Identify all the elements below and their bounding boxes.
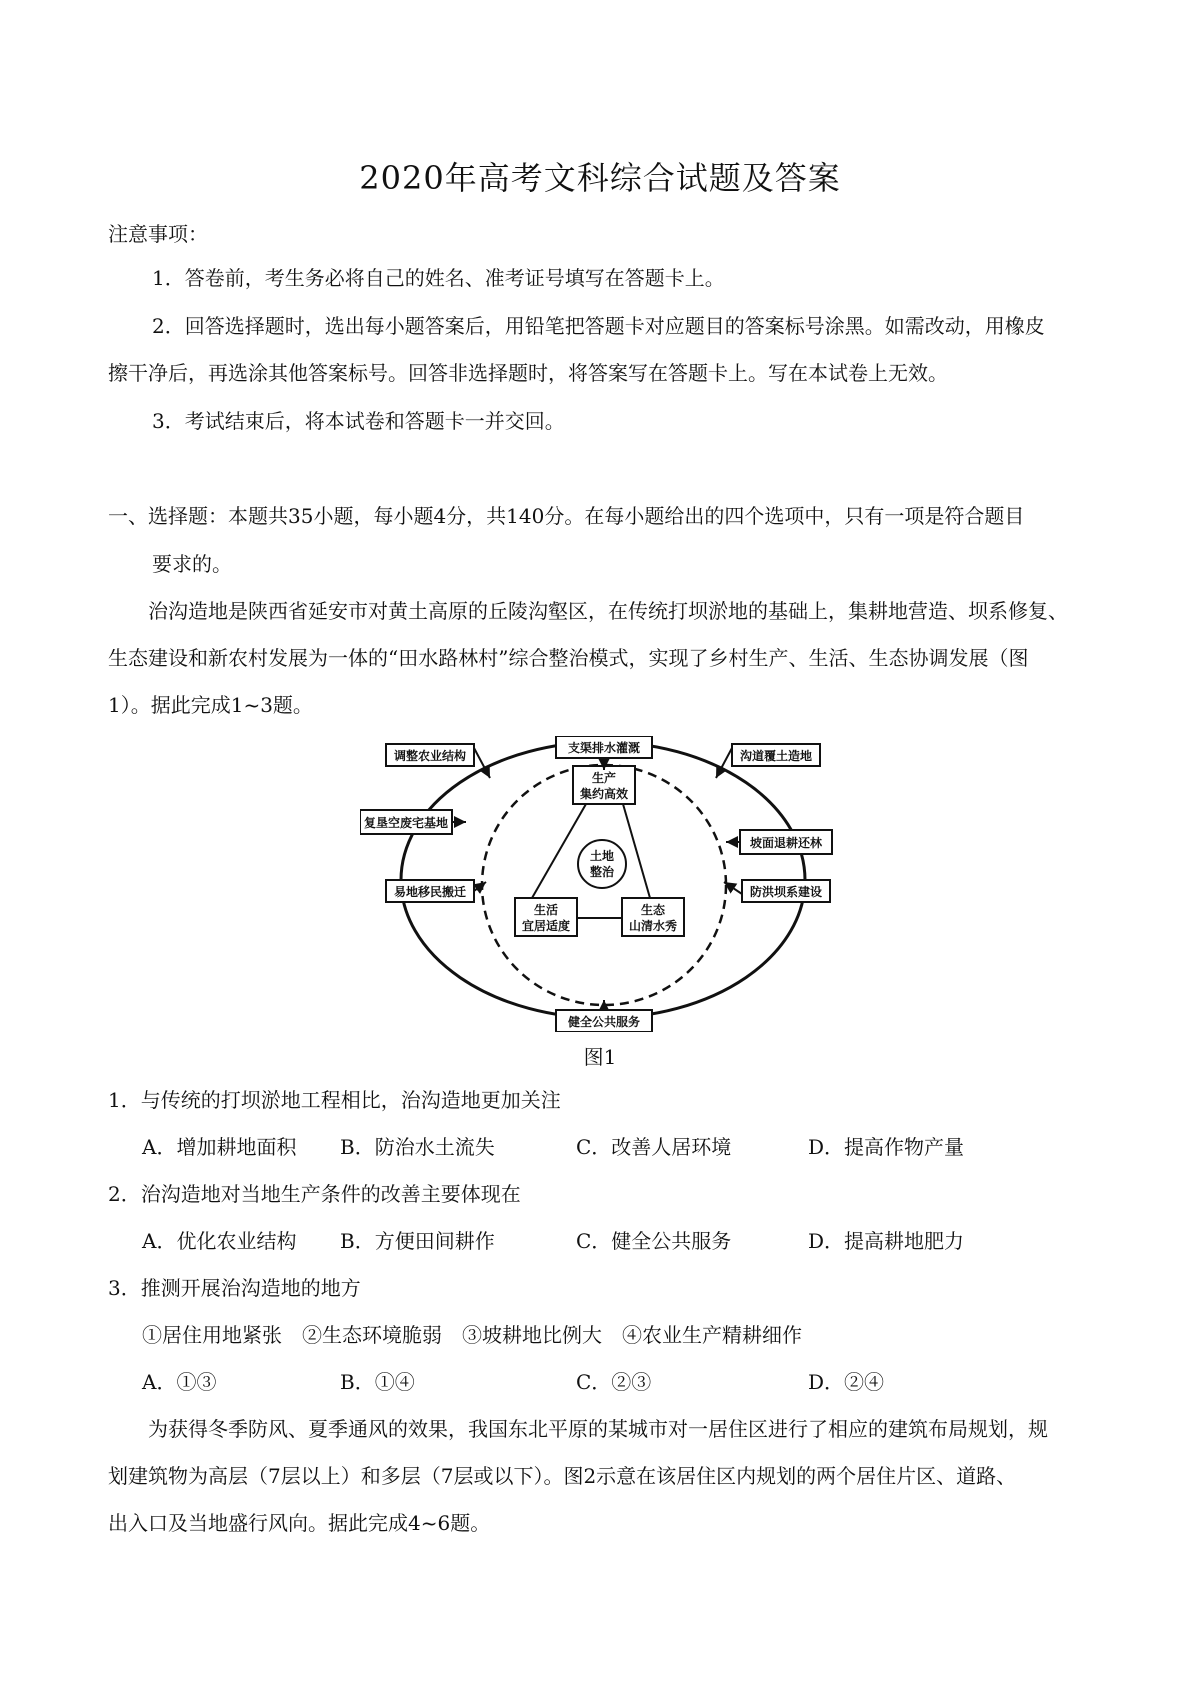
box-relocation — [386, 880, 474, 902]
question-2-option-d: D．提高耕地肥力 — [808, 1229, 965, 1253]
question-3-stem: 3．推测开展治沟造地的地方 — [108, 1276, 361, 1300]
passage-1-line-3: 1）。据此完成1~3题。 — [108, 693, 313, 717]
question-2-option-b: B．方便田间耕作 — [340, 1229, 495, 1253]
svg-text:宜居适度: 宜居适度 — [521, 919, 571, 933]
notice-item-3: 3．考试结束后，将本试卷和答题卡一并交回。 — [152, 409, 565, 433]
notice-item-2-line-2: 擦干净后，再选涂其他答案标号。回答非选择题时，将答案写在答题卡上。写在本试卷上无效。 — [108, 361, 948, 385]
notice-heading: 注意事项： — [108, 222, 208, 246]
page-title: 2020年高考文科综合试题及答案 — [359, 159, 841, 197]
center-land-consolidation — [578, 840, 626, 888]
box-slope-reforestation — [740, 830, 832, 854]
box-branch-canal-irrigation — [556, 736, 652, 758]
question-3-statements: ①居住用地紧张 ②生态环境脆弱 ③坡耕地比例大 ④农业生产精耕细作 — [142, 1323, 802, 1347]
section-heading-line-2: 要求的。 — [152, 552, 232, 576]
question-3-option-b: B．①④ — [340, 1370, 415, 1394]
question-3-option-d: D．②④ — [808, 1370, 885, 1394]
notice-item-1: 1．答卷前，考生务必将自己的姓名、准考证号填写在答题卡上。 — [152, 266, 725, 290]
svg-text:土地: 土地 — [589, 849, 615, 863]
production-box — [573, 766, 635, 804]
question-3-option-a: A．①③ — [142, 1370, 217, 1394]
svg-text:山清水秀: 山清水秀 — [628, 919, 678, 933]
question-2-option-a: A．优化农业结构 — [142, 1229, 297, 1253]
svg-text:防洪坝系建设: 防洪坝系建设 — [749, 885, 823, 899]
figure-1-diagram — [360, 736, 840, 1032]
question-1-stem: 1．与传统的打坝淤地工程相比，治沟造地更加关注 — [108, 1088, 561, 1112]
figure-1-caption: 图1 — [583, 1045, 617, 1069]
svg-text:生产: 生产 — [591, 771, 617, 785]
question-1-option-a: A．增加耕地面积 — [142, 1135, 297, 1159]
box-adjust-agriculture-structure — [386, 744, 474, 766]
svg-text:整治: 整治 — [589, 865, 615, 879]
passage-1-line-2: 生态建设和新农村发展为一体的“田水路林村”综合整治模式，实现了乡村生产、生活、生态协调发展（图 — [108, 646, 1029, 670]
svg-text:健全公共服务: 健全公共服务 — [567, 1015, 641, 1029]
question-2-option-c: C．健全公共服务 — [576, 1229, 732, 1253]
box-flood-dam-construction — [742, 880, 830, 902]
box-public-services — [556, 1010, 652, 1032]
svg-text:集约高效: 集约高效 — [579, 787, 629, 801]
passage-2-line-2: 划建筑物为高层（7层以上）和多层（7层或以下）。图2示意在该居住区内规划的两个居住片区、道路、 — [108, 1464, 1017, 1488]
svg-text:复垦空废宅基地: 复垦空废宅基地 — [363, 816, 449, 830]
svg-text:易地移民搬迁: 易地移民搬迁 — [393, 885, 467, 899]
passage-1-line-1: 治沟造地是陕西省延安市对黄土高原的丘陵沟壑区，在传统打坝淤地的基础上，集耕地营造、坝系修复、 — [148, 599, 1068, 623]
ecology-box — [622, 898, 684, 936]
question-1-option-c: C．改善人居环境 — [576, 1135, 732, 1159]
section-heading-line-1: 一、选择题：本题共35小题，每小题4分，共140分。在每小题给出的四个选项中，只有一项是符合题目 — [108, 504, 1025, 528]
passage-2-line-1: 为获得冬季防风、夏季通风的效果，我国东北平原的某城市对一居住区进行了相应的建筑布局规划，规 — [148, 1417, 1048, 1441]
question-2-stem: 2．治沟造地对当地生产条件的改善主要体现在 — [108, 1182, 521, 1206]
svg-text:支渠排水灌溉: 支渠排水灌溉 — [567, 741, 641, 755]
svg-text:坡面退耕还林: 坡面退耕还林 — [749, 836, 823, 850]
living-box — [515, 898, 577, 936]
question-1-option-b: B．防治水土流失 — [340, 1135, 495, 1159]
passage-2-line-3: 出入口及当地盛行风向。据此完成4~6题。 — [108, 1511, 491, 1535]
svg-text:生态: 生态 — [640, 903, 666, 917]
box-gully-soil-land-creation — [732, 744, 820, 766]
svg-text:调整农业结构: 调整农业结构 — [393, 749, 467, 763]
box-reclaim-vacant-homestead — [360, 810, 452, 834]
svg-text:生活: 生活 — [533, 903, 559, 917]
question-3-option-c: C．②③ — [576, 1370, 652, 1394]
question-1-option-d: D．提高作物产量 — [808, 1135, 965, 1159]
notice-item-2-line-1: 2．回答选择题时，选出每小题答案后，用铅笔把答题卡对应题目的答案标号涂黑。如需改动，用橡皮 — [152, 314, 1045, 338]
svg-text:沟道覆土造地: 沟道覆土造地 — [739, 749, 813, 763]
